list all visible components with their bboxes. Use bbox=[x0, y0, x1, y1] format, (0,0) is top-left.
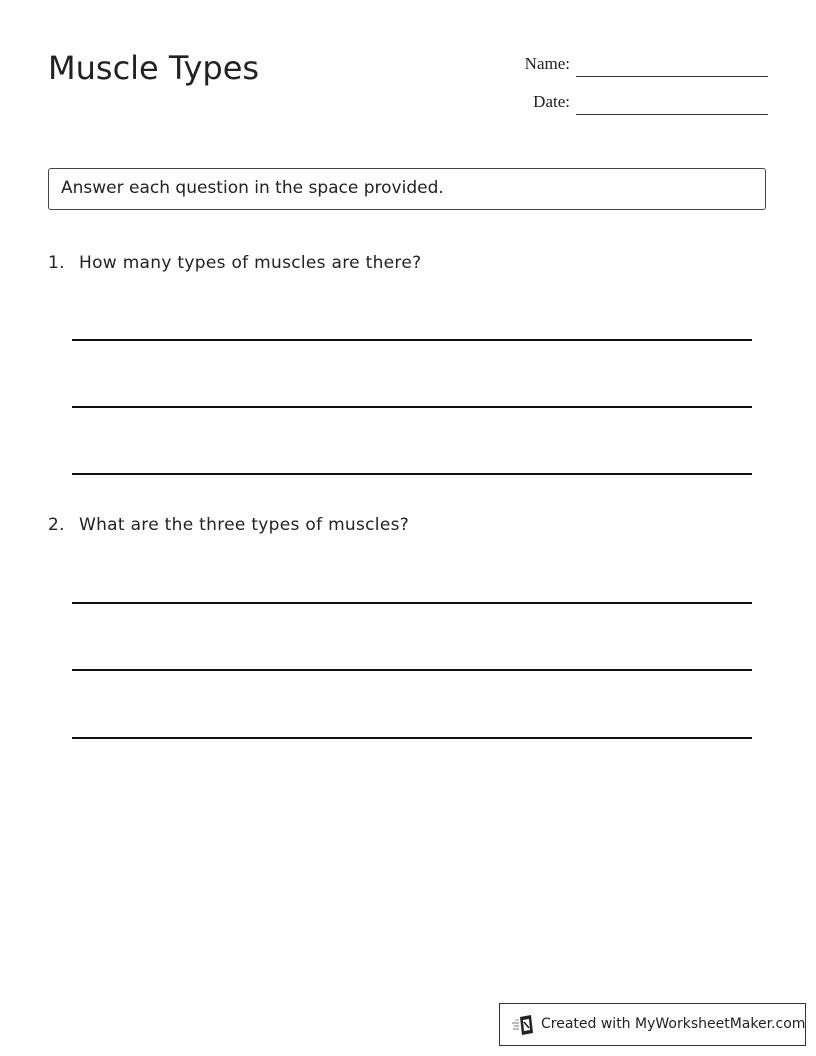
answer-line[interactable] bbox=[72, 669, 752, 671]
question-text: What are the three types of muscles? bbox=[79, 515, 410, 535]
answer-line[interactable] bbox=[72, 737, 752, 739]
question-number: 2. bbox=[48, 515, 65, 535]
answer-line[interactable] bbox=[72, 339, 752, 341]
footer-credit[interactable] bbox=[499, 1003, 806, 1046]
date-input-line[interactable] bbox=[576, 114, 768, 115]
answer-line[interactable] bbox=[72, 602, 752, 604]
question-number: 1. bbox=[48, 253, 65, 273]
name-input-line[interactable] bbox=[576, 76, 768, 77]
question-text: How many types of muscles are there? bbox=[79, 253, 422, 273]
worksheet-maker-logo-icon bbox=[511, 1015, 535, 1035]
instructions-text: Answer each question in the space provided. bbox=[61, 178, 444, 198]
answer-line[interactable] bbox=[72, 406, 752, 408]
instructions-box bbox=[48, 168, 766, 210]
footer-text: Created with MyWorksheetMaker.com bbox=[541, 1016, 806, 1032]
page-title: Muscle Types bbox=[48, 49, 260, 87]
answer-line[interactable] bbox=[72, 473, 752, 475]
date-label: Date: bbox=[533, 92, 570, 111]
name-label: Name: bbox=[524, 54, 570, 73]
